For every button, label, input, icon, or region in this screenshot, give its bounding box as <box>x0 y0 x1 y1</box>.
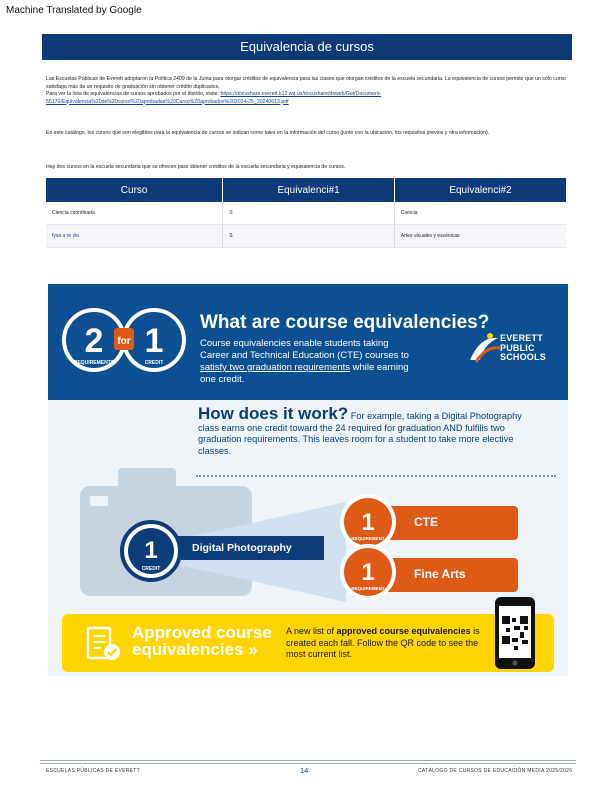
logo-line: SCHOOLS <box>500 352 546 362</box>
requirement-label: Fine Arts <box>414 567 466 581</box>
courses-paragraph: Hay dos cursos en la escuela secundaria que se ofrecen para obtener créditos de la escuela secundaria y equivalencia de cursos. <box>46 164 346 170</box>
note-post: is created each fall. Follow the QR code to see the most current list. <box>286 626 480 659</box>
logo-line: EVERETT <box>500 333 543 343</box>
approved-line: equivalencies » <box>132 640 258 659</box>
table-cell: S <box>223 225 395 248</box>
table-cell: S <box>223 202 395 225</box>
table-cell: Ciencia coordinada <box>46 202 223 225</box>
credit-circle <box>120 520 182 582</box>
desc-emphasis: satisfy two graduation requirements <box>200 362 350 373</box>
approved-heading[interactable] <box>132 624 272 658</box>
catalog-paragraph: En este catálogo, los cursos que son elegibles para la equivalencia de cursos se indican como tales en la información del curso (junto con la ubicación, los requisitos previos y otra información). <box>46 130 490 136</box>
phone-qr-code-icon[interactable] <box>494 596 536 670</box>
footer-district: ESCUELAS PÚBLICAS DE EVERETT <box>46 768 140 774</box>
intro-paragraph <box>46 76 566 106</box>
desc-post: while earning one credit. <box>200 362 409 385</box>
approved-equivalencies-banner <box>62 614 554 672</box>
intro-text: Las Escuelas Públicas de Everett adoptaron la Política 2409 de la Junta para otorgar créditos de equivalencia para las clases que otorgan créditos de la escuela secundaria. La equivalencia de cursos permite que un solo curso satisfaga más de un requisito de graduación sin obtener crédito duplicados. <box>46 76 566 90</box>
machine-translated-label: Machine Translated by Google <box>6 5 142 16</box>
requirement-label: CTE <box>414 515 438 529</box>
infographic-header <box>48 284 568 400</box>
infographic-description <box>200 338 420 386</box>
equivalency-table <box>46 178 566 248</box>
requirement-circle <box>338 542 398 602</box>
logo-line: PUBLIC <box>500 342 535 353</box>
table-cell: fysa a re yla <box>46 225 223 248</box>
note-bold: approved course equivalencies <box>336 626 471 636</box>
credit-label: CREDIT <box>141 566 161 572</box>
requirement-number: 1 <box>361 559 375 586</box>
logo-text <box>500 334 546 363</box>
table-header: Equivalenci#2 <box>394 178 566 202</box>
note-pre: A new list of <box>286 626 337 636</box>
badge-for: for <box>117 336 131 347</box>
requirement-small-label: REQUIREMENT <box>351 536 385 541</box>
two-for-one-badge <box>60 306 188 378</box>
requirement-number: 1 <box>361 509 375 536</box>
page-title: Equivalencia de cursos <box>42 34 572 60</box>
intro-text-2: Para ver la lista de equivalencias de cursos aprobados por el distrito, visite: <box>46 91 220 97</box>
badge-requirements: REQUIREMENTS <box>73 360 115 366</box>
how-heading: How does it work? <box>198 404 349 423</box>
table-cell: Artes visuales y escénicas <box>394 225 566 248</box>
table-row <box>46 202 566 225</box>
course-name-bar: Digital Photography <box>178 536 324 560</box>
document-check-icon <box>84 626 122 662</box>
footer-divider <box>40 763 576 764</box>
infographic-question: What are course equivalencies? <box>200 312 490 333</box>
table-row <box>46 225 566 248</box>
desc-pre: Course equivalencies enable students taking Career and Technical Education (CTE) courses to <box>200 338 409 361</box>
table-header: Curso <box>46 178 223 202</box>
how-text: For example, taking a Digital Photography class earns one credit toward the 24 required for graduation AND fulfills two graduation requirements. This leaves room for a student to take more elective classes. <box>198 411 522 456</box>
badge-number-right: 1 <box>144 322 164 360</box>
badge-number-left: 2 <box>84 322 104 360</box>
equivalency-list-link[interactable]: https://docushare.everett.k12.wa.us/docushare/dsweb/Get/Document-55170/Equivalencia%20de%20curso%20aprobadas%20Curso%20aprobados%202024-25_20240613.pdf <box>46 91 382 105</box>
table-header: Equivalenci#1 <box>223 178 395 202</box>
footer-divider <box>40 760 576 761</box>
requirement-small-label: REQUIREMENT <box>351 586 385 591</box>
table-cell: Ciencia <box>394 202 566 225</box>
approved-line: Approved course <box>132 623 272 642</box>
approved-note <box>286 626 496 661</box>
badge-credit: CREDIT <box>144 360 164 366</box>
credit-number: 1 <box>144 537 158 564</box>
page-number: 14 <box>300 766 309 775</box>
course-equivalency-infographic <box>48 284 568 676</box>
footer-catalog-title: CATÁLOGO DE CURSOS DE EDUCACIÓN MEDIA 2025/2026 <box>418 768 573 774</box>
how-it-works <box>198 404 538 457</box>
table-header-row <box>46 178 566 202</box>
